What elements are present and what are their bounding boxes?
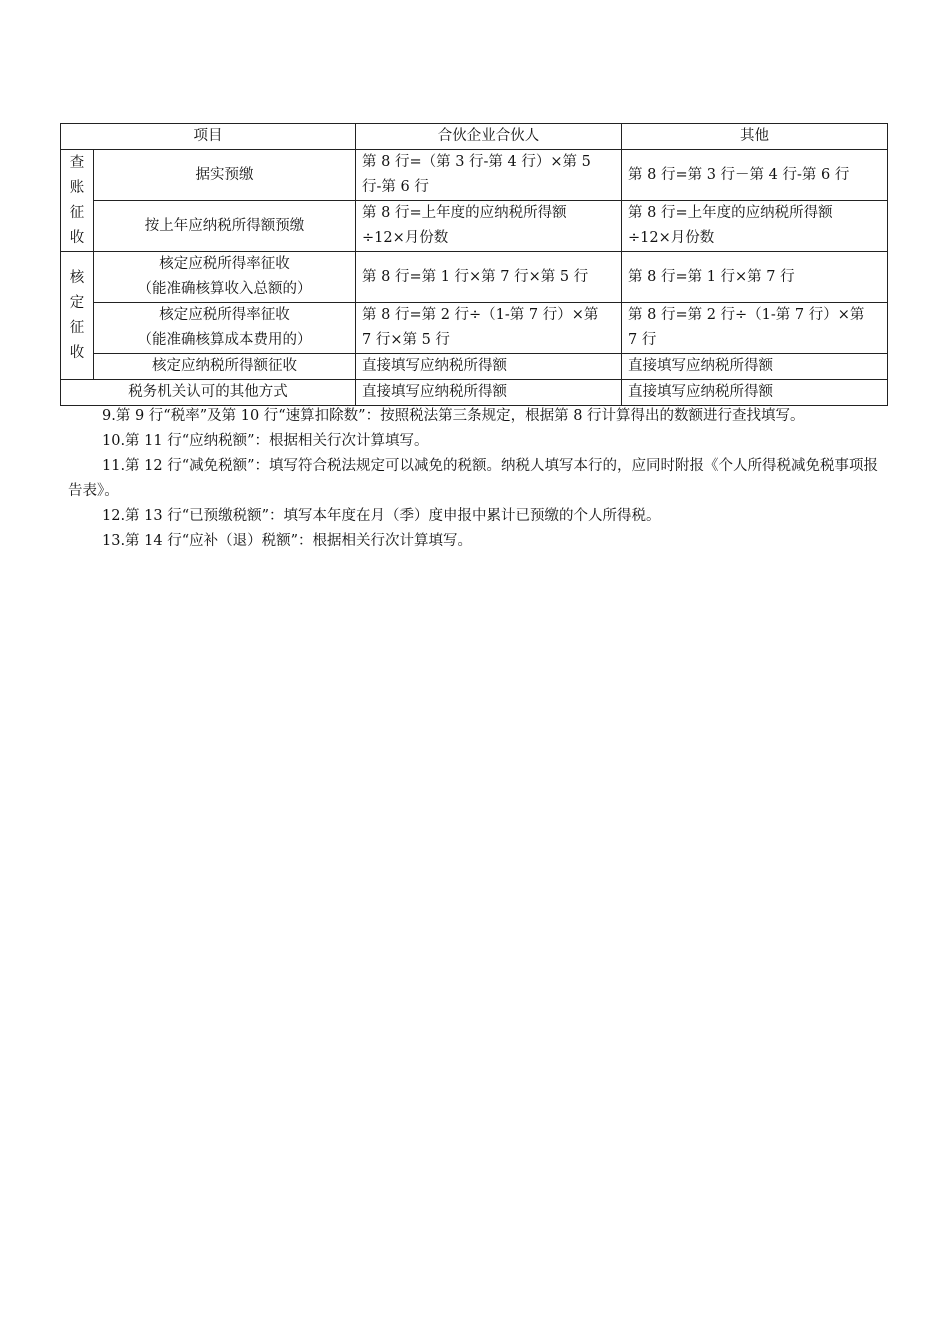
row-item	[94, 252, 356, 303]
table-row	[61, 252, 888, 303]
row-item: 按上年应纳税所得额预缴	[94, 201, 356, 252]
formula-line: 第 8 行=（第 3 行-第 4 行）×第 5	[362, 154, 591, 170]
group-label-char: 收	[69, 344, 85, 361]
row-item: 税务机关认可的其他方式	[61, 380, 356, 406]
group-label-char: 收	[69, 229, 85, 246]
instruction-notes	[68, 404, 886, 554]
row-other-formula	[622, 201, 888, 252]
header-item: 项目	[61, 124, 356, 150]
table-row	[61, 303, 888, 354]
formula-line: ÷12×月份数	[628, 230, 715, 246]
row-other-formula: 第 8 行=第 1 行×第 7 行	[622, 252, 888, 303]
table-row	[61, 150, 888, 201]
item-line: 核定应税所得率征收	[159, 256, 290, 272]
table-row	[61, 354, 888, 380]
row-other-formula	[622, 303, 888, 354]
row-other-formula: 直接填写应纳税所得额	[622, 380, 888, 406]
row-partner-formula	[356, 201, 622, 252]
row-other-formula: 直接填写应纳税所得额	[622, 354, 888, 380]
row-partner-formula	[356, 303, 622, 354]
table-row	[61, 201, 888, 252]
formula-line: 第 8 行=上年度的应纳税所得额	[628, 205, 833, 221]
header-partner: 合伙企业合伙人	[356, 124, 622, 150]
note-paragraph: 10.第 11 行“应纳税额”：根据相关行次计算填写。	[102, 433, 429, 449]
note-paragraph: 11.第 12 行“减免税额”：填写符合税法规定可以减免的税额。纳税人填写本行的，应同时附报《个人所得税减免税事项报告表》。	[68, 458, 879, 499]
row-item: 据实预缴	[94, 150, 356, 201]
row-partner-formula	[356, 150, 622, 201]
group-label-char: 核	[69, 269, 85, 286]
formula-line: 第 8 行=第 2 行÷（1-第 7 行）×第	[628, 307, 865, 323]
group-label-assessed	[61, 252, 94, 380]
row-item: 核定应纳税所得额征收	[94, 354, 356, 380]
row-other-formula: 第 8 行=第 3 行－第 4 行-第 6 行	[622, 150, 888, 201]
note-paragraph: 13.第 14 行“应补（退）税额”：根据相关行次计算填写。	[102, 533, 473, 549]
table-row	[61, 380, 888, 406]
formula-line: 第 8 行=上年度的应纳税所得额	[362, 205, 567, 221]
header-other: 其他	[622, 124, 888, 150]
item-line: （能准确核算收入总额的）	[137, 281, 312, 297]
row-item	[94, 303, 356, 354]
group-label-char: 征	[69, 204, 85, 221]
row-partner-formula: 第 8 行=第 1 行×第 7 行×第 5 行	[356, 252, 622, 303]
calculation-table	[60, 123, 888, 406]
formula-line: 7 行	[628, 332, 657, 348]
row-partner-formula: 直接填写应纳税所得额	[356, 380, 622, 406]
item-line: 核定应税所得率征收	[159, 307, 290, 323]
row-partner-formula: 直接填写应纳税所得额	[356, 354, 622, 380]
formula-line: 行-第 6 行	[362, 179, 429, 195]
formula-line: 7 行×第 5 行	[362, 332, 450, 348]
table-header-row	[61, 124, 888, 150]
note-paragraph: 12.第 13 行“已预缴税额”：填写本年度在月（季）度申报中累计已预缴的个人所得税。	[102, 508, 661, 524]
group-label-char: 征	[69, 319, 85, 336]
formula-line: 第 8 行=第 2 行÷（1-第 7 行）×第	[362, 307, 599, 323]
group-label-audit	[61, 150, 94, 252]
group-label-char: 账	[69, 179, 85, 196]
group-label-char: 查	[69, 154, 85, 171]
item-line: （能准确核算成本费用的）	[137, 332, 312, 348]
note-paragraph: 9.第 9 行“税率”及第 10 行“速算扣除数”：按照税法第三条规定，根据第 8 行计算得出的数额进行查找填写。	[102, 408, 805, 424]
formula-line: ÷12×月份数	[362, 230, 449, 246]
group-label-char: 定	[69, 294, 85, 311]
